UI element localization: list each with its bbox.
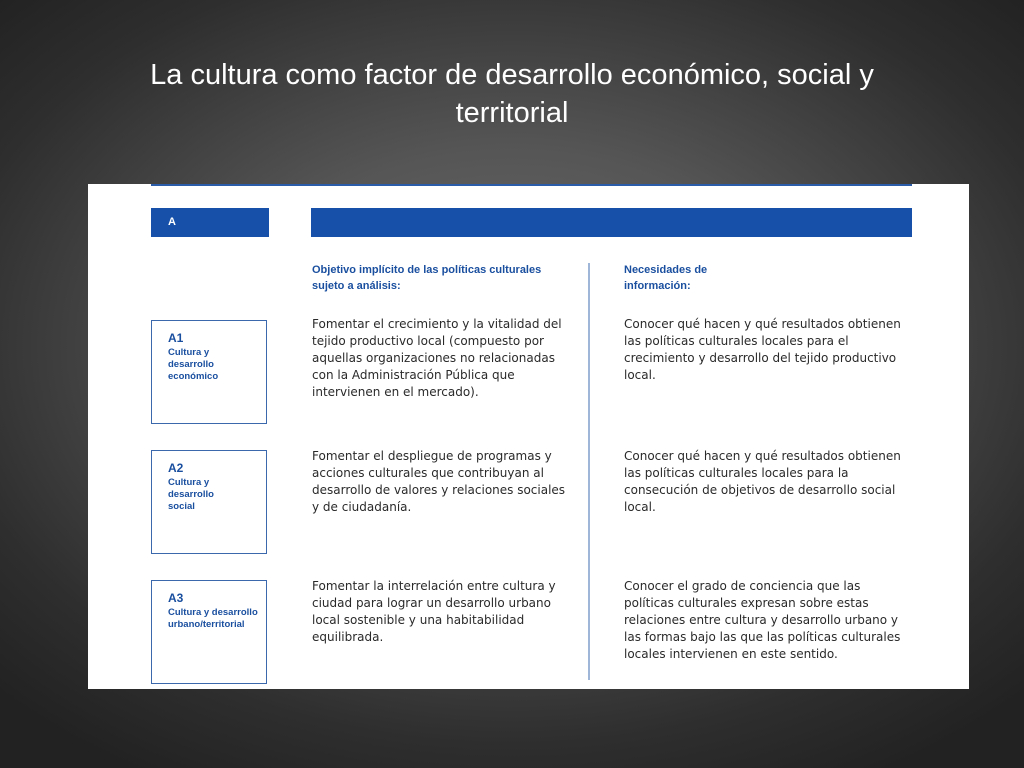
row-needs-a1: Conocer qué hacen y qué resultados obtienen las políticas culturales locales para el crecimiento y desarrollo del tejido productivo local. bbox=[624, 317, 901, 382]
row-needs-a2: Conocer qué hacen y qué resultados obtienen las políticas culturales locales para la consecución de objetivos de desarrollo social local. bbox=[624, 449, 901, 514]
table-panel bbox=[88, 184, 969, 689]
row-code: A2 bbox=[168, 461, 184, 475]
row-code: A1 bbox=[168, 331, 184, 345]
row-label: Cultura y desarrollo social bbox=[168, 477, 214, 512]
row-label: Cultura y desarrollo urbano/territorial bbox=[168, 607, 258, 630]
slide-title: La cultura como factor de desarrollo económico, social y territorial bbox=[150, 59, 874, 129]
column-header-needs: Necesidades de información: bbox=[624, 264, 708, 292]
row-label-box-a2 bbox=[151, 450, 267, 554]
row-objective-a1: Fomentar el crecimiento y la vitalidad del tejido productivo local (compuesto por aquellas organizaciones no relacionadas con la Administración Pública que intervienen en el mercado). bbox=[312, 317, 562, 399]
row-label: Cultura y desarrollo económico bbox=[168, 347, 219, 382]
row-label-box-a3 bbox=[151, 580, 267, 684]
top-rule bbox=[151, 184, 912, 186]
row-objective-a3: Fomentar la interrelación entre cultura y ciudad para lograr un desarrollo urbano local sostenible y una habitabilidad equilibrada. bbox=[312, 579, 556, 644]
column-separator bbox=[588, 263, 590, 680]
header-bar bbox=[311, 208, 912, 237]
row-needs-a3: Conocer el grado de conciencia que las políticas culturales expresan sobre estas relaciones entre cultura y desarrollo urbano y las formas bajo las que las políticas culturales locales intervienen en este sentido. bbox=[624, 579, 901, 661]
header-code-cell: A bbox=[151, 208, 269, 237]
column-header-objective: Objetivo implícito de las políticas culturales sujeto a análisis: bbox=[312, 264, 542, 292]
row-label-box-a1 bbox=[151, 320, 267, 424]
row-code: A3 bbox=[168, 591, 184, 605]
row-objective-a2: Fomentar el despliegue de programas y acciones culturales que contribuyan al desarrollo de valores y relaciones sociales y de ciudadanía. bbox=[312, 449, 566, 514]
